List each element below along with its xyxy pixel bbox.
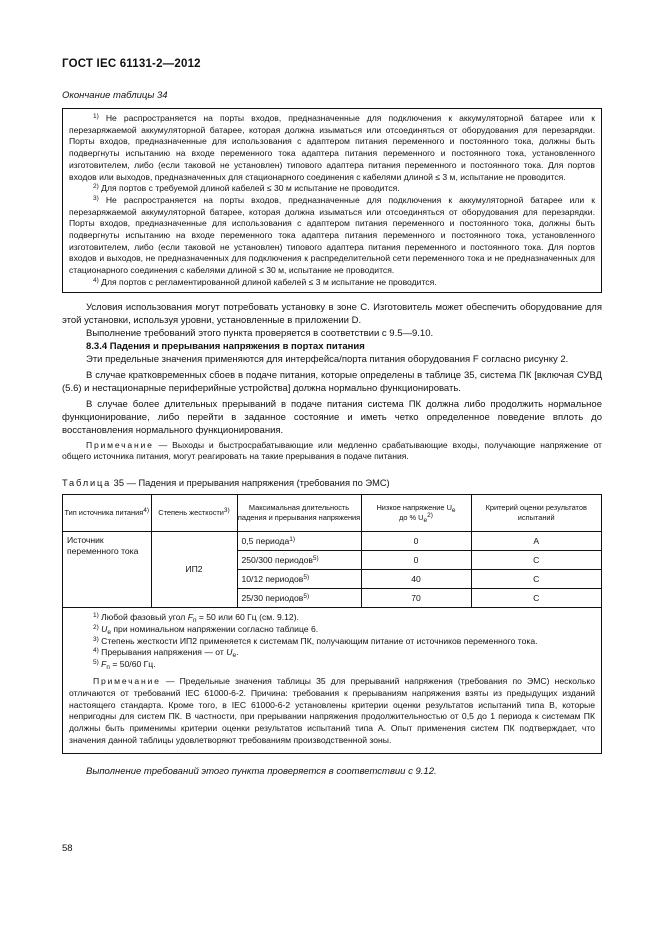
document-page bbox=[62, 58, 602, 777]
cell-severity: ИП2 bbox=[151, 531, 237, 607]
section-heading: 8.3.4 Падения и прерывания напряжения в портах питания bbox=[86, 340, 365, 352]
table-note: Примечание — Предельные значения таблицы 35 для прерываний напряжения (требования по ЭМС) несколько отличаются от требований IEC 61000-6-2. Причина: требования к прерываниям напряжения взяты из предыдущих изданий настоящего стандарта. Кроме того, в IEC 61000-6-2 установлены критерии оценки результатов испытаний типа B, которые непригодны для систем ПК. В частности, при прерывании напряжения продолжительностью от 0,5 до 1 периода к системам ПК должны быть применимы критерии оценки результатов испытаний типа A. Опыт применения систем ПК подтверждает, что значения данной таблицы удовлетворяют требованиям производственной зоны. bbox=[69, 675, 595, 745]
header-source: Тип источника питания$^{4)}$ bbox=[63, 495, 151, 532]
table-footnote-3: $^{3)}$ Степень жесткости ИП2 применяется к системам ПК, получающим питание от источников переменного тока. bbox=[93, 635, 538, 646]
table-footnote-4: $^{4)}$ Прерывания напряжения — от $U_e$. bbox=[93, 647, 239, 660]
cell-criterion: A bbox=[471, 531, 601, 550]
body-text bbox=[62, 301, 602, 463]
cell-criterion: C bbox=[471, 550, 601, 569]
table-caption: Таблица 35 — Падения и прерывания напряжения (требования по ЭМС) bbox=[62, 477, 390, 488]
footnote-1: $^{1)}$ Не распространяется на порты входов, предназначенные для подключения к аккумуляторной батарее или к перезаряжаемой аккумуляторной батарее, которая должна изыматься или отсоединяться от оборудования для перезарядки. Порты входов, предназначенные для использования с адаптером питания переменного и постоянного тока, должны быть подвергнуты испытанию на входе переменного тока адаптера питания переменного и постоянного тока, установленного изготовителем, либо (если таковой не установлен) типового адаптера питания переменного и постоянного тока. Для портов входов или выходов, предназначенных для стационарного соединения с кабелями длиной ≤ 3 м, испытание не проводится. bbox=[69, 113, 595, 182]
cell-duration: 250/300 периодов$^{5)}$ bbox=[237, 550, 361, 569]
cell-voltage: 0 bbox=[361, 550, 471, 569]
table-35 bbox=[62, 494, 602, 754]
table-footnote-1: $^{1)}$ Любой фазовый угол $F_п = 50$ или 60 Гц (см. 9.12). bbox=[93, 611, 299, 624]
paragraph: Условия использования могут потребовать установку в зоне C. Изготовитель может обеспечить оборудование для этой установки, используя уровни, установленные в приложении D. bbox=[62, 301, 602, 326]
table-continuation-label: Окончание таблицы 34 bbox=[62, 90, 168, 101]
footnote-2: $^{2)}$ Для портов с требуемой длиной кабелей ≤ 30 м испытание не проводится. bbox=[93, 183, 400, 194]
page-number: 58 bbox=[62, 843, 73, 854]
table35-footnotes bbox=[63, 608, 601, 753]
cell-duration: 10/12 периодов$^{5)}$ bbox=[237, 569, 361, 588]
header-duration: Максимальная длительность падения и прерывания напряжения bbox=[237, 495, 361, 532]
cell-source: Источник переменного тока bbox=[63, 531, 151, 607]
cell-voltage: 40 bbox=[361, 569, 471, 588]
paragraph: В случае более длительных прерываний в подаче питания система ПК должна либо продолжить нормальное функционирование, либо перейти в заданное состояние и иметь четко определенное поведение вплоть до восстановления нормального функционирования. bbox=[62, 398, 602, 436]
header-criterion: Критерий оценки результатов испытаний bbox=[471, 495, 601, 532]
cell-duration: 0,5 периода$^{1)}$ bbox=[237, 531, 361, 550]
cell-criterion: C bbox=[471, 569, 601, 588]
note: Примечание — Выходы и быстросрабатывающие или медленно срабатывающие входы, получающие напряжение от общего источника питания, могут реагировать на такие прерывания в подаче питания. bbox=[62, 439, 602, 462]
cell-voltage: 0 bbox=[361, 531, 471, 550]
closing-statement: Выполнение требований этого пункта проверяется в соответствии с 9.12. bbox=[86, 765, 437, 777]
header-voltage: Низкое напряжение $U_e$ до % $U_e^{2)}$ bbox=[361, 495, 471, 532]
paragraph: В случае кратковременных сбоев в подаче питания, которые определены в таблице 35, система ПК [включая СУВД (5.6) и нестационарные периферийные устройства] должна нормально функционировать. bbox=[62, 369, 602, 394]
table-footnote-2: $^{2)}$ $U_e$ при номинальном напряжении согласно таблице 6. bbox=[93, 623, 319, 636]
footnote-4: $^{4)}$ Для портов с регламентированной длиной кабелей ≤ 3 м испытание не проводится. bbox=[93, 276, 437, 287]
header-severity: Степень жесткости$^{3)}$ bbox=[151, 495, 237, 532]
document-header: ГОСТ IEC 61131-2—2012 bbox=[62, 58, 201, 70]
table-row bbox=[63, 531, 601, 550]
cell-duration: 25/30 периодов$^{5)}$ bbox=[237, 588, 361, 607]
paragraph: Эти предельные значения применяются для интерфейса/порта питания оборудования F согласно рисунку 2. bbox=[86, 353, 569, 365]
table-footnote-5: $^{5)}$ $F_п = 50/60$ Гц. bbox=[93, 659, 156, 672]
paragraph: Выполнение требований этого пункта проверяется в соответствии с 9.5—9.10. bbox=[86, 327, 434, 339]
footnote-3: $^{3)}$ Не распространяется на порты входов, предназначенные для подключения к аккумуляторной батарее или к перезаряжаемой аккумуляторной батарее, которая должна изыматься или отсоединяться от оборудования для перезарядки. Порты входов, предназначенные для использования с адаптером питания переменного и постоянного тока, должны быть подвергнуты испытанию на входе переменного тока адаптера питания переменного и постоянного тока, установленного изготовителем, либо (если таковой не установлен) типового адаптера питания переменного и постоянного тока. Для портов входов и выходов, не предназначенных для подключения к распределительной сети переменного тока и не предназначенных для стационарного соединения с кабелями длиной ≤ 30 м, испытание не проводится. bbox=[69, 194, 595, 276]
cell-voltage: 70 bbox=[361, 588, 471, 607]
cell-criterion: C bbox=[471, 588, 601, 607]
table-header-row bbox=[63, 495, 601, 532]
table34-footnotes bbox=[62, 108, 602, 293]
